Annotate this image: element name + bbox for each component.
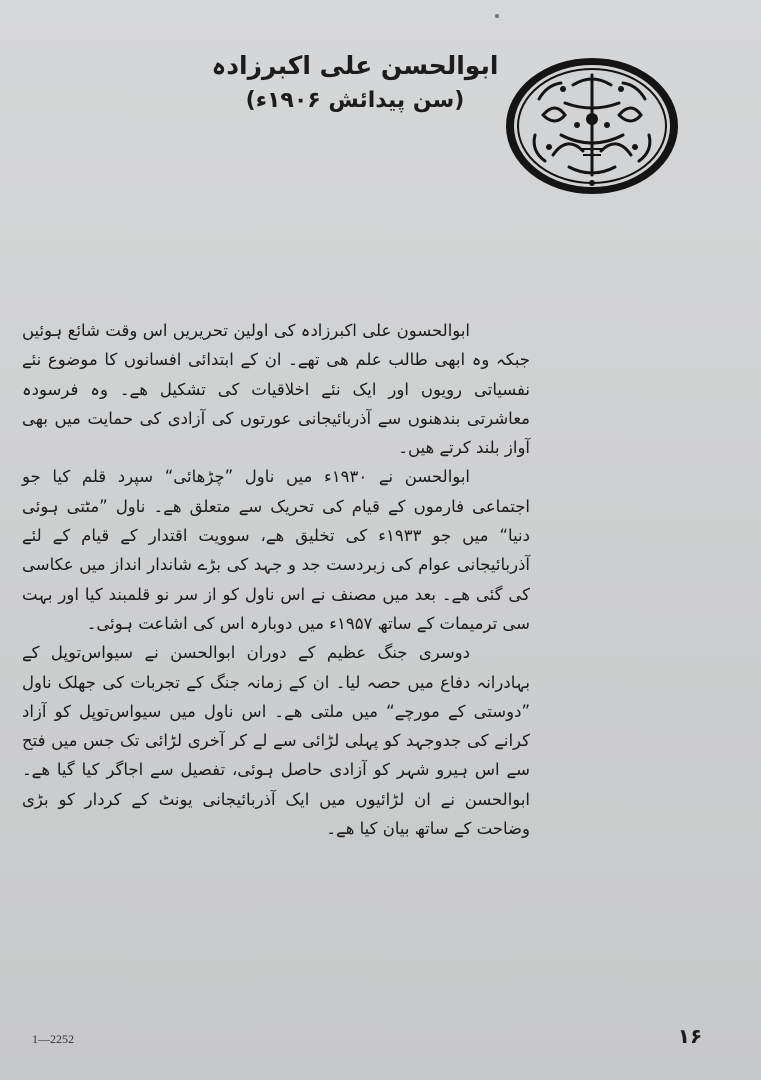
paper-speck (495, 14, 499, 18)
page-number: ۱۶ (677, 1024, 703, 1048)
page-header (200, 48, 510, 118)
paragraph-early-writings: ابوالحسون علی اکبرزادہ کی اولین تحریریں اس وقت شائع ہوئیں جبکہ وہ ابھی طالب علم ھی تھے۔ ان کے ابتدائی افسانوں کا موضوع نئے نفسیاتی رویوں اور ایک نئے اخلاقیات کی تشکیل ھے۔ وہ فرسودہ معاشرتی بندھنوں سے آذربائیجانی عورتوں کی آزادی کی حمایت میں بھی آواز بلند کرتے ھیں۔ (22, 321, 530, 458)
author-name-heading: ابوالحسن علی اکبرزادہ (211, 51, 499, 80)
ornamental-seal-icon (503, 55, 681, 197)
paragraph-war: دوسری جنگ عظیم کے دوران ابوالحسن نے سیواس‌توپل کے بہادرانہ دفاع میں حصہ لیا۔ ان کے زمانہ جنگ کے تجربات کی جھلک ناول ”دوستی کے مورچے“ میں ملتی ھے۔ اس ناول میں سیواس‌توپل کو آزاد کرانے کی جدوجہد کو پہلی لڑائی سے لے کر آخری لڑائی تک جس میں فتح سے اس ہیرو شہر کو آزادی حاصل ہوئی، تفصیل سے اجاگر کیا گیا ھے۔ ابوالحسن نے ان لڑائیوں میں ایک آذربائیجانی یونٹ کے کردار کو بڑی وضاحت کے ساتھ بیان کیا ھے۔ (22, 643, 530, 839)
birth-year-subheading: (سن پیدائش ۱۹۰۶ء) (245, 88, 465, 113)
paragraph-novels: ابوالحسن نے ۱۹۳۰ء میں ناول ”چڑھائی“ سپرد قلم کیا جو اجتماعی فارموں کے قیام کی تحریک سے متعلق ھے۔ ناول ”مٹتی ہوئی دنیا“ میں جو ۱۹۳۳ء کی تخلیق ھے، سوویت اقتدار کے قیام کے لئے آذربائیجانی عوام کی زبردست جد و جہد کی بڑے شاندار انداز میں عکاسی کی گئی ھے۔ بعد میں مصنف نے اس ناول کو از سر نو قلمبند کیا اور بہت سی ترمیمات کے ساتھ ۱۹۵۷ء میں دوبارہ اس کی اشاعت ہوئی۔ (22, 467, 530, 633)
printer-signature-code: 1—2252 (32, 1032, 74, 1046)
article-body (22, 316, 530, 843)
